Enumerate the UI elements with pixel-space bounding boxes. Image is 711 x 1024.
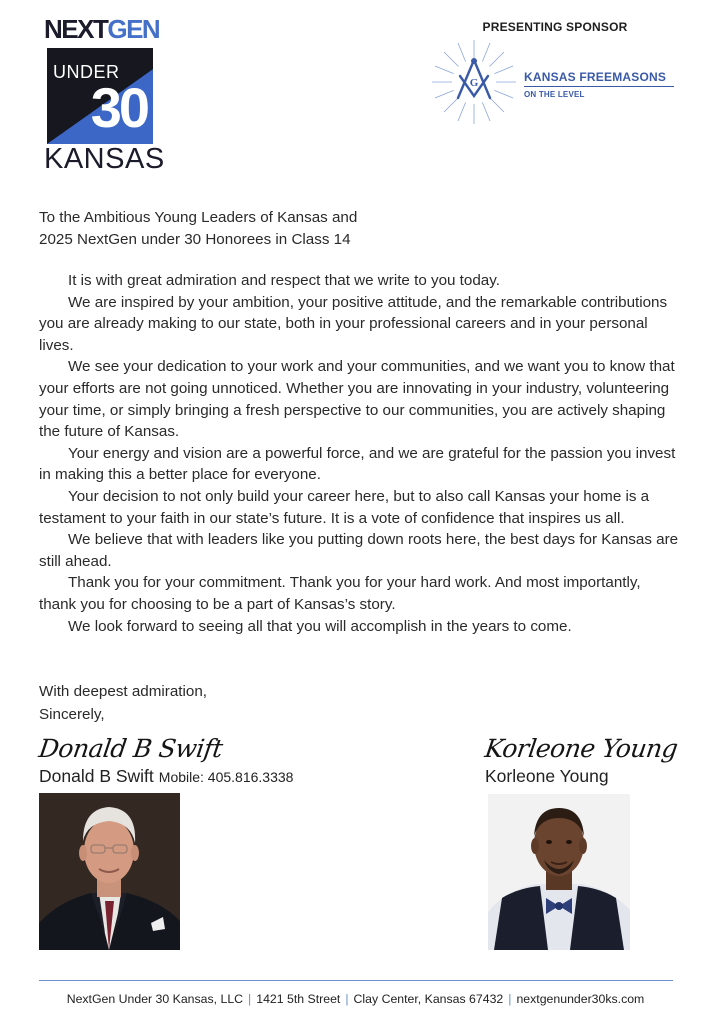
- footer-street: 1421 5th Street: [256, 992, 341, 1006]
- closing-line: Sincerely,: [39, 706, 105, 723]
- logo-state: KANSAS: [44, 143, 165, 175]
- closing-line: With deepest admiration,: [39, 683, 207, 700]
- square-compass-icon: [432, 40, 516, 124]
- letter-paragraph: We see your dedication to your work and your communities, and we want you to know that your efforts are not going unnoticed. Whether you are innovating in your industry, volunteering your time, or simply bringing a fresh perspective to our communities, you are actively shaping the future of Kansas.: [39, 358, 675, 441]
- letter-body: [39, 270, 679, 637]
- signer-name: Donald B Swift: [39, 766, 154, 786]
- sponsor-rule: [524, 86, 674, 87]
- signer-name-donald-swift: [39, 765, 293, 788]
- letter-paragraph: Thank you for your commitment. Thank you for your hard work. And most importantly, thank you for choosing to be a part of Kansas’s story.: [39, 574, 641, 613]
- letter-paragraph: It is with great admiration and respect that we write to you today.: [68, 272, 500, 289]
- signer-name-korleone-young: Korleone Young: [485, 766, 609, 786]
- footer-website-link[interactable]: nextgenunder30ks.com: [516, 992, 645, 1006]
- logo-badge: [47, 48, 153, 144]
- logo-under: UNDER: [53, 62, 120, 82]
- letter-paragraph: We are inspired by your ambition, your positive attitude, and the remarkable contributions you are already making to our state, both in your professional careers and in your personal lives.: [39, 293, 668, 354]
- sponsor-name: KANSAS FREEMASONS: [524, 70, 667, 84]
- logo-wordmark: NEXTGEN: [44, 14, 160, 44]
- letter-paragraph: Your energy and vision are a powerful force, and we are grateful for the passion you invest in making this a better place for everyone.: [39, 444, 676, 484]
- portrait-korleone-young: [488, 794, 630, 950]
- letter-paragraph: Your decision to not only build your career here, but to also call Kansas your home is a testament to your faith in our state’s future. It is a vote of confidence that inspires us all.: [39, 487, 650, 527]
- nextgen-logo: [44, 14, 165, 175]
- footer-city: Clay Center, Kansas 67432: [353, 992, 504, 1006]
- footer: NextGen Under 30 Kansas, LLC | 1421 5th Street | Clay Center, Kansas 67432 | nextgenunder30ks.com: [66, 992, 645, 1006]
- emblem-letter: G: [469, 77, 479, 89]
- footer-divider: [39, 980, 673, 981]
- logo-number: 30: [90, 76, 147, 139]
- sponsor-tagline: ON THE LEVEL: [524, 90, 585, 99]
- salutation-line: 2025 NextGen under 30 Honorees in Class 14: [39, 230, 351, 248]
- signature-korleone-young: Korleone Young: [483, 734, 680, 763]
- letter-paragraph: We look forward to seeing all that you will accomplish in the years to come.: [68, 617, 572, 635]
- portrait-donald-swift: [39, 793, 180, 950]
- salutation: [39, 207, 679, 250]
- letter-paragraph: We believe that with leaders like you putting down roots here, the best days for Kansas are still ahead.: [39, 531, 679, 570]
- salutation-line: To the Ambitious Young Leaders of Kansas and: [39, 209, 358, 226]
- signer-mobile: Mobile: 405.816.3338: [158, 769, 294, 785]
- sponsor-label: PRESENTING SPONSOR: [482, 20, 628, 34]
- closing: [39, 680, 339, 726]
- signature-donald-swift: Donald B Swift: [37, 734, 225, 763]
- footer-company: NextGen Under 30 Kansas, LLC: [66, 992, 244, 1006]
